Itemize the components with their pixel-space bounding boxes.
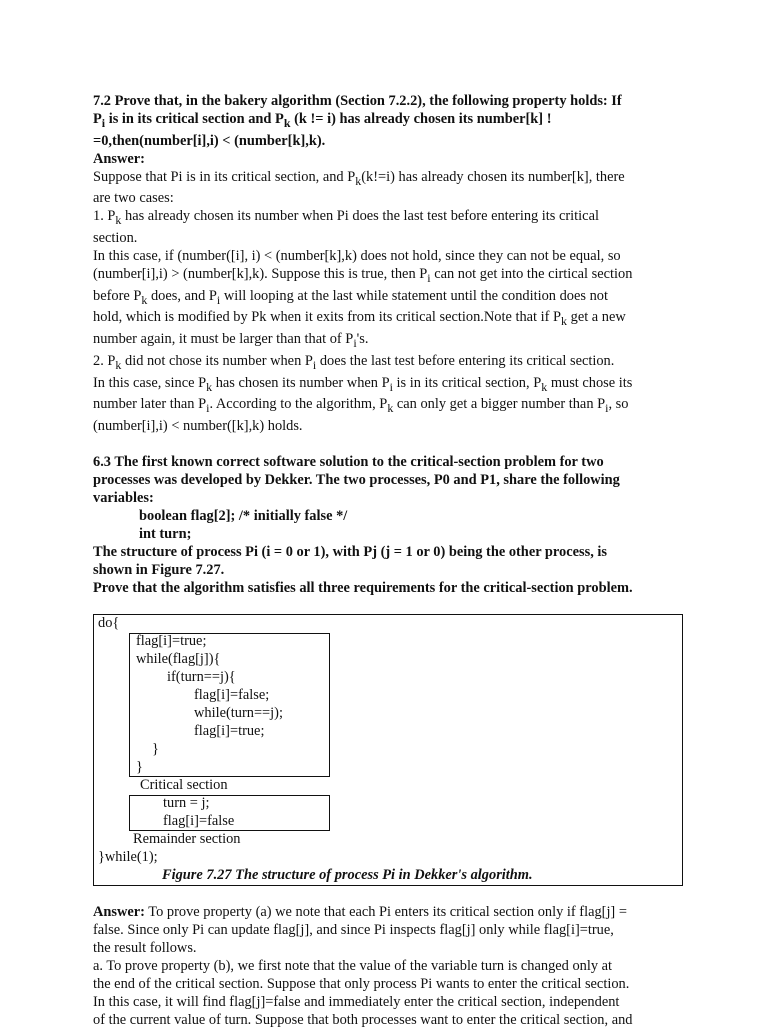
answer-line: In this case, it will find flag[j]=false and immediately enter the critical section, independent bbox=[93, 993, 620, 1010]
code-line: flag[i]=true; bbox=[136, 633, 207, 650]
code-line: Remainder section bbox=[133, 831, 241, 848]
variable-declaration: boolean flag[2]; /* initially false */ bbox=[139, 507, 348, 524]
answer-line: Answer: To prove property (a) we note that each Pi enters its critical section only if flag[j] = bbox=[93, 904, 627, 921]
answer-label: Answer: bbox=[93, 150, 145, 167]
code-line: } bbox=[136, 759, 143, 776]
code-line: if(turn==j){ bbox=[167, 669, 236, 686]
code-line: }while(1); bbox=[98, 849, 158, 866]
question-line: shown in Figure 7.27. bbox=[93, 561, 225, 578]
answer-line: false. Since only Pi can update flag[j], and since Pi inspects flag[j] only while flag[i]=true, bbox=[93, 922, 614, 939]
question-line: processes was developed by Dekker. The two processes, P0 and P1, share the following bbox=[93, 472, 620, 489]
code-line: Critical section bbox=[140, 777, 228, 794]
code-line: } bbox=[152, 741, 159, 758]
question-line: Prove that the algorithm satisfies all three requirements for the critical-section problem. bbox=[93, 579, 633, 596]
variable-declaration: int turn; bbox=[139, 525, 192, 542]
question-6-3 bbox=[93, 454, 681, 597]
figure-caption: Figure 7.27 The structure of process Pi in Dekker's algorithm. bbox=[162, 867, 533, 884]
answer-line: hold, which is modified by Pk when it exits from its critical section.Note that if $P_k$ get a new bbox=[93, 309, 626, 329]
answer-line: (number[i],i) > (number[k],k). Suppose this is true, then $P_i$ can not get into the cirtical section bbox=[93, 265, 633, 285]
answer-section bbox=[93, 904, 681, 1029]
question-line: =0,then(number[i],i) < (number[k],k). bbox=[93, 132, 326, 149]
question-line: $P_i$ is in its critical section and $P_k$ (k != i) has already chosen its number[k] ! bbox=[93, 110, 552, 130]
answer-line: the result follows. bbox=[93, 940, 197, 957]
document-page bbox=[93, 93, 681, 1030]
answer-line: are two cases: bbox=[93, 190, 174, 207]
answer-line: of the current value of turn. Suppose that both processes want to enter the critical section, and bbox=[93, 1011, 633, 1028]
answer-label: Answer: bbox=[93, 904, 145, 921]
answer-line: the end of the critical section. Suppose that only process Pi wants to enter the critical section. bbox=[93, 976, 630, 993]
spacer bbox=[93, 436, 681, 454]
answer-line: 2. $P_k$ did not chose its number when $P_i$ does the last test before entering its critical section. bbox=[93, 352, 615, 372]
code-line: while(turn==j); bbox=[194, 705, 283, 722]
answer-line: Suppose that Pi is in its critical section, and $P_k(k!=i)$ has already chosen its number[k], there bbox=[93, 168, 625, 188]
answer-line: 1. $P_k$ has already chosen its number when Pi does the last test before entering its critical bbox=[93, 208, 599, 228]
question-line: 7.2 Prove that, in the bakery algorithm (Section 7.2.2), the following property holds: If bbox=[93, 93, 622, 109]
answer-line: (number[i],i) < number([k],k) holds. bbox=[93, 418, 303, 435]
figure-7-27 bbox=[93, 614, 683, 886]
answer-line: number again, it must be larger than that of $P_i's$. bbox=[93, 331, 369, 350]
question-line: The structure of process Pi (i = 0 or 1), with Pj (j = 1 or 0) being the other process, is bbox=[93, 543, 608, 560]
code-line: turn = j; bbox=[163, 795, 210, 812]
code-line: flag[i]=true; bbox=[194, 723, 265, 740]
code-line: flag[i]=false bbox=[163, 813, 235, 830]
answer-line: before $P_k$ does, and $P_i$ will looping at the last while statement until the condition does not bbox=[93, 287, 608, 307]
answer-line: In this case, since $P_k$ has chosen its number when $P_i$ is in its critical section, $P_k$ must chose its bbox=[93, 374, 633, 394]
answer-line: number later than $P_i$. According to the algorithm, $P_k$ can only get a bigger number than $P_i$, so bbox=[93, 396, 629, 416]
code-line: flag[i]=false; bbox=[194, 687, 270, 704]
question-line: variables: bbox=[93, 489, 154, 506]
question-7-2 bbox=[93, 93, 681, 436]
question-line: 6.3 The first known correct software solution to the critical-section problem for two bbox=[93, 454, 604, 471]
answer-line: In this case, if (number([i], i) < (number[k],k) does not hold, since they can not be equal, so bbox=[93, 247, 621, 264]
answer-line: a. To prove property (b), we first note that the value of the variable turn is changed only at bbox=[93, 958, 613, 975]
code-line: while(flag[j]){ bbox=[136, 651, 221, 668]
code-line: do{ bbox=[98, 615, 120, 632]
answer-line: section. bbox=[93, 229, 138, 246]
